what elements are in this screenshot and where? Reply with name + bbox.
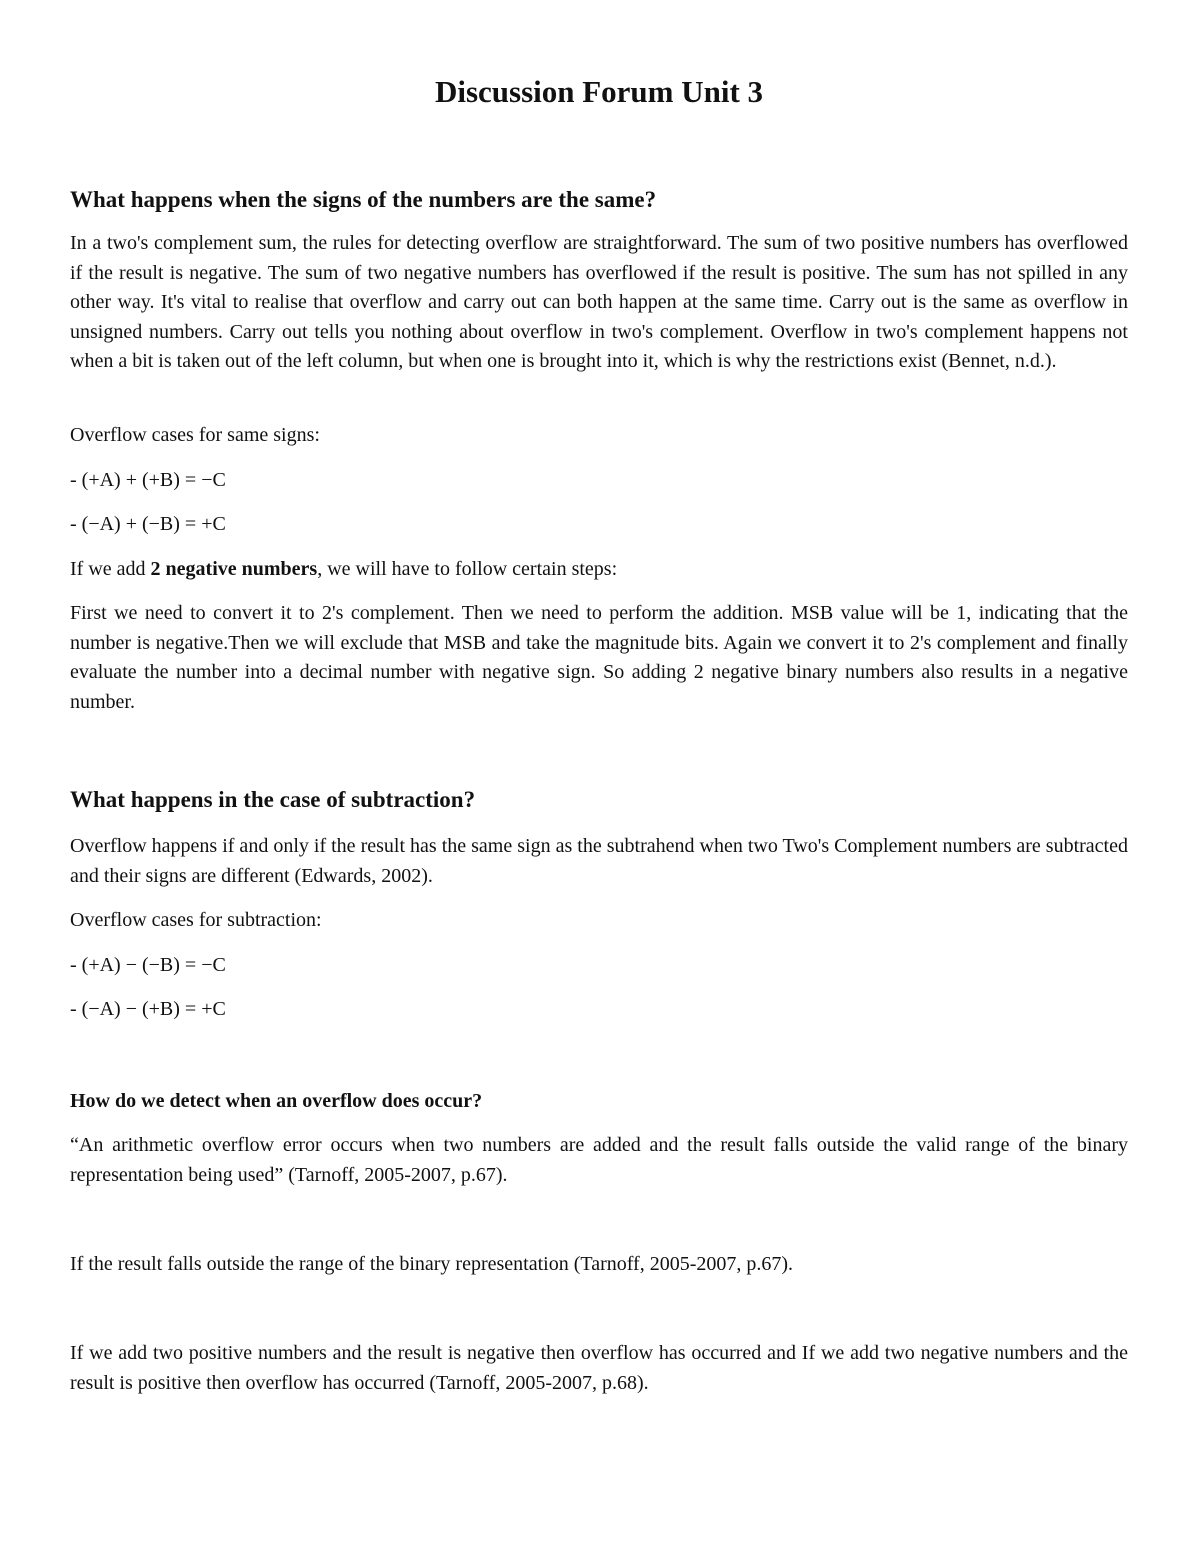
case-subtraction-positive: - (+A) − (−B) = −C (70, 954, 226, 976)
cases-label-subtraction: Overflow cases for subtraction: (70, 909, 322, 931)
add-negatives-text-pre: If we add (70, 558, 151, 580)
add-negatives-text-bold: 2 negative numbers (150, 558, 318, 580)
cases-label-same-signs: Overflow cases for same signs: (70, 424, 320, 446)
paragraph-overflow-rules: In a two's complement sum, the rules for detecting overflow are straightforward. The sum of two positive numbers has overflowed if the result is negative. The sum of two negative numbers has overflowed if the result is positive. The sum has not spilled in any other way. It's vital to realise that overflow and carry out can both happen at the same time. Carry out is the same as overflow in unsigned numbers. Carry out tells you nothing about overflow in two's complement. Overflow in two's complement happens not when a bit is taken out of the left column, but when one is brought into it, which is why the restrictions exist (Bennet, n.d.). (70, 232, 1128, 372)
add-negatives-text-post: , we will have to follow certain steps: (317, 558, 618, 580)
page-title: Discussion Forum Unit 3 (434, 74, 764, 109)
section-heading-same-signs: What happens when the signs of the numbers are the same? (70, 187, 657, 212)
case-subtraction-negative: - (−A) − (+B) = +C (70, 998, 226, 1020)
paragraph-subtraction-overflow: Overflow happens if and only if the result has the same sign as the subtrahend when two Two's Complement numbers are subtracted and their signs are different (Edwards, 2002). (70, 835, 1128, 887)
paragraph-add-negatives-intro (70, 555, 1128, 585)
paragraph-detect-rules: If we add two positive numbers and the result is negative then overflow has occurred and If we add two negative numbers and the result is positive then overflow has occurred (Tarnoff, 2005-2007, p.68). (70, 1342, 1128, 1394)
section-heading-detect-overflow: How do we detect when an overflow does occur? (70, 1090, 483, 1112)
quote-tarnoff: “An arithmetic overflow error occurs when two numbers are added and the result falls outside the valid range of the binary representation being used” (Tarnoff, 2005-2007, p.67). (70, 1134, 1128, 1186)
case-negative-overflow: - (−A) + (−B) = +C (70, 513, 226, 535)
case-positive-overflow: - (+A) + (+B) = −C (70, 469, 226, 491)
section-heading-subtraction: What happens in the case of subtraction? (70, 787, 476, 812)
paragraph-add-negatives-steps: First we need to convert it to 2's complement. Then we need to perform the addition. MSB value will be 1, indicating that the number is negative.Then we will exclude that MSB and take the magnitude bits. Again we convert it to 2's complement and finally evaluate the number into a decimal number with negative sign. So adding 2 negative binary numbers also results in a negative number. (70, 602, 1128, 713)
paragraph-range: If the result falls outside the range of the binary representation (Tarnoff, 2005-2007, p.67). (70, 1253, 794, 1275)
